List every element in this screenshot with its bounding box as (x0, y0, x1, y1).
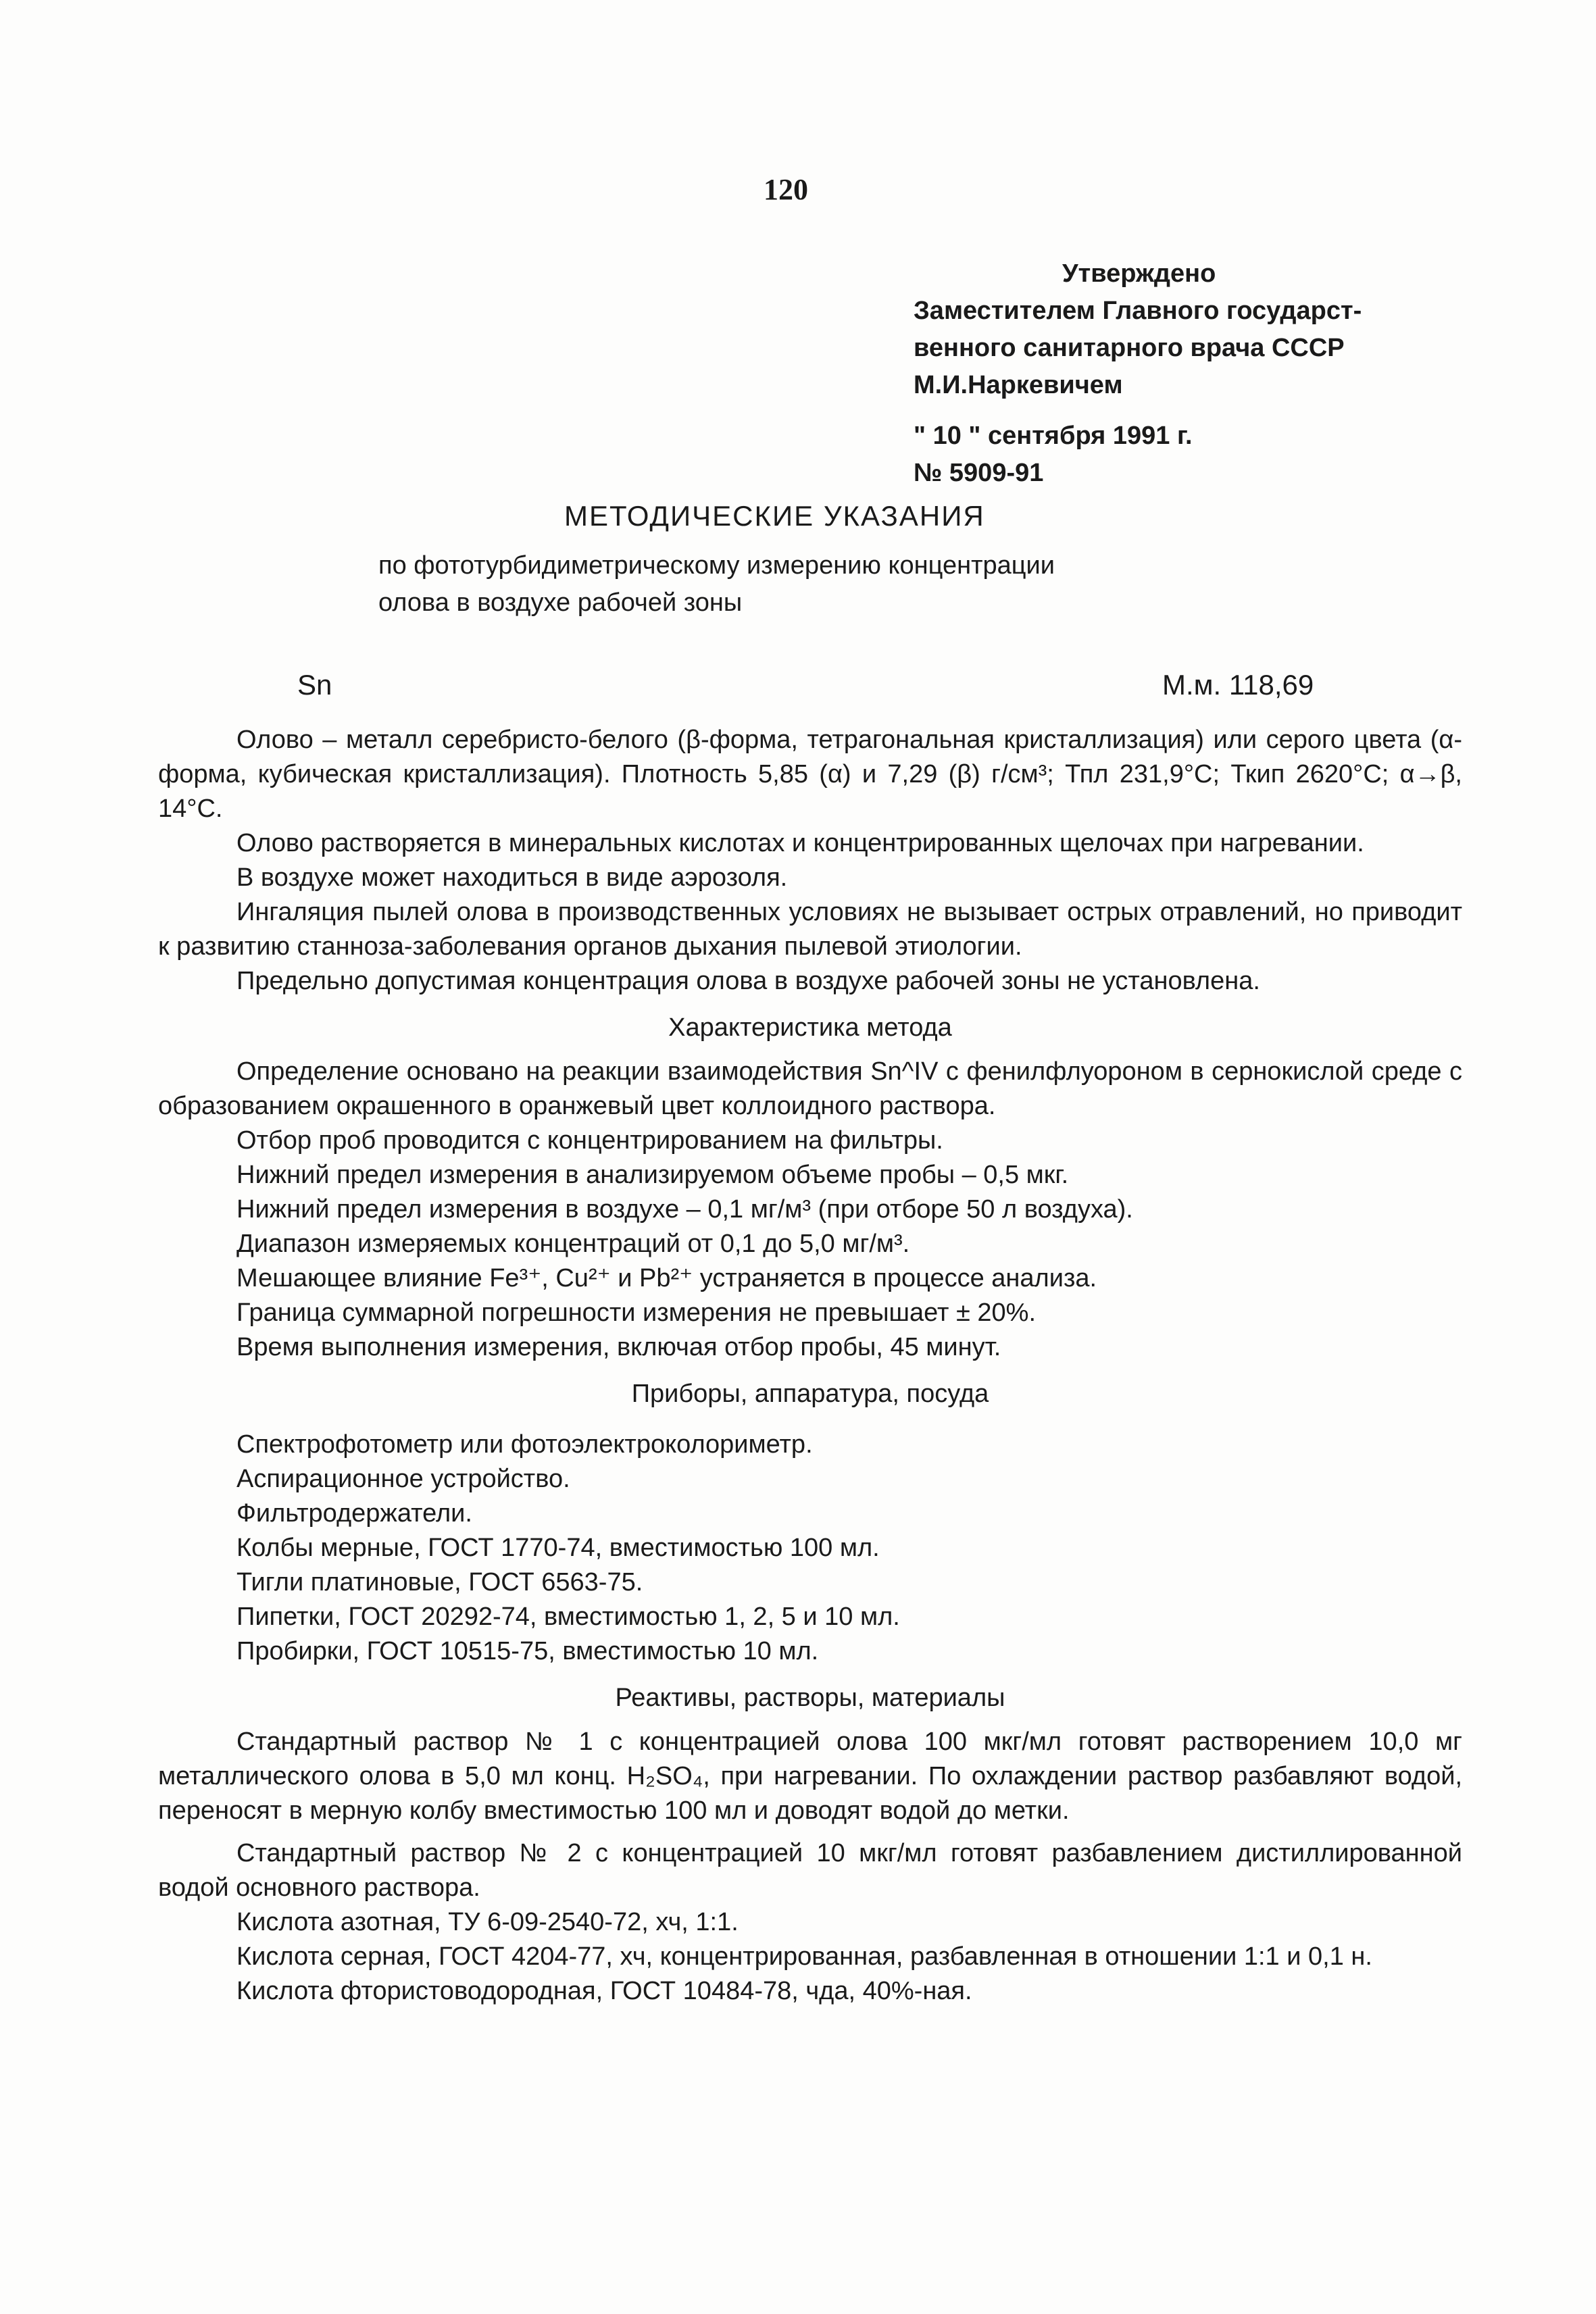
document-subtitle (378, 547, 1189, 622)
chemical-formula: Sn (297, 669, 332, 701)
reagents-paragraph: Кислота фтористоводородная, ГОСТ 10484-78, чда, 40%-ная. (236, 1977, 972, 2005)
equipment-item: Пробирки, ГОСТ 10515-75, вместимостью 10 мл. (236, 1637, 819, 1665)
equipment-item: Спектрофотометр или фотоэлектроколориметр. (236, 1430, 813, 1459)
approval-line: М.И.Наркевичем (914, 371, 1123, 399)
subtitle-line: по фототурбидиметрическому измерению концентрации (378, 551, 1055, 580)
reagents-heading: Реактивы, растворы, материалы (615, 1684, 1005, 1712)
intro-paragraph: В воздухе может находиться в виде аэрозоля. (236, 863, 788, 892)
reagents-paragraph: Кислота азотная, ТУ 6-09-2540-72, хч, 1:1. (236, 1908, 739, 1936)
molar-mass: М.м. 118,69 (1162, 669, 1314, 701)
method-paragraph: Нижний предел измерения в анализируемом объеме пробы – 0,5 мкг. (236, 1161, 1069, 1189)
equipment-item: Аспирационное устройство. (236, 1465, 570, 1493)
equipment-item: Тигли платиновые, ГОСТ 6563-75. (236, 1568, 643, 1596)
approval-block (914, 255, 1508, 492)
method-paragraph: Определение основано на реакции взаимодействия Sn^IV с фенилфлуороном в сернокислой среде с образованием окрашенного в оранжевый цвет коллоидного раствора. (158, 1057, 1462, 1120)
approval-heading: Утверждено (1062, 259, 1216, 288)
equipment-item: Колбы мерные, ГОСТ 1770-74, вместимостью 100 мл. (236, 1534, 880, 1562)
intro-paragraph: Предельно допустимая концентрация олова в воздухе рабочей зоны не установлена. (236, 967, 1260, 995)
equipment-list (158, 1428, 1462, 1669)
reagents-paragraph: Стандартный раствор № 2 с концентрацией 10 мкг/мл готовят разбавлением дистиллированной водой основного раствора. (158, 1839, 1462, 1902)
subtitle-line: олова в воздухе рабочей зоны (378, 588, 743, 617)
method-paragraph: Время выполнения измерения, включая отбор пробы, 45 минут. (236, 1333, 1001, 1361)
approval-date: " 10 " сентября 1991 г. (914, 422, 1193, 450)
approval-number: № 5909-91 (914, 459, 1044, 487)
approval-line: Заместителем Главного государст- (914, 297, 1362, 325)
reagents-paragraph: Стандартный раствор № 1 с концентрацией олова 100 мкг/мл готовят растворением 10,0 мг металлического олова в 5,0 мл конц. H₂SO₄, при нагревании. По охлаждении раствор разбавляют водой, переносят в мерную колбу вместимостью 100 мл и доводят водой до метки. (158, 1728, 1462, 1825)
method-paragraph: Мешающее влияние Fe³⁺, Cu²⁺ и Pb²⁺ устраняется в процессе анализа. (236, 1264, 1097, 1292)
equipment-item: Фильтродержатели. (236, 1499, 472, 1528)
method-paragraph: Граница суммарной погрешности измерения не превышает ± 20%. (236, 1299, 1037, 1327)
reagents-paragraph: Кислота серная, ГОСТ 4204-77, хч, концентрированная, разбавленная в отношении 1:1 и 0,1 н. (236, 1942, 1372, 1971)
method-paragraph: Отбор проб проводится с концентрированием на фильтры. (236, 1126, 943, 1155)
intro-paragraph: Олово растворяется в минеральных кислотах и концентрированных щелочах при нагревании. (236, 829, 1364, 857)
equipment-item: Пипетки, ГОСТ 20292-74, вместимостью 1, 2, 5 и 10 мл. (236, 1603, 900, 1631)
intro-paragraph: Ингаляция пылей олова в производственных условиях не вызывает острых отравлений, но приводит к развитию станноза-заболевания органов дыхания пылевой этиологии. (158, 898, 1462, 961)
method-paragraph: Нижний предел измерения в воздухе – 0,1 мг/м³ (при отборе 50 л воздуха). (236, 1195, 1133, 1224)
document-title: МЕТОДИЧЕСКИЕ УКАЗАНИЯ (564, 500, 985, 532)
document-body (158, 723, 1462, 2009)
equipment-heading: Приборы, аппаратура, посуда (631, 1380, 989, 1408)
approval-line: венного санитарного врача СССР (914, 334, 1345, 362)
method-heading: Характеристика метода (668, 1013, 952, 1042)
page-number: 120 (764, 173, 808, 206)
intro-paragraph: Олово – металл серебристо-белого (β-форма, тетрагональная кристаллизация) или серого цвета (α-форма, кубическая кристаллизация). Плотность 5,85 (α) и 7,29 (β) г/см³; Тпл 231,9°С; Ткип 2620°С; α→β, 14°С. (158, 726, 1462, 823)
method-paragraph: Диапазон измеряемых концентраций от 0,1 до 5,0 мг/м³. (236, 1230, 910, 1258)
